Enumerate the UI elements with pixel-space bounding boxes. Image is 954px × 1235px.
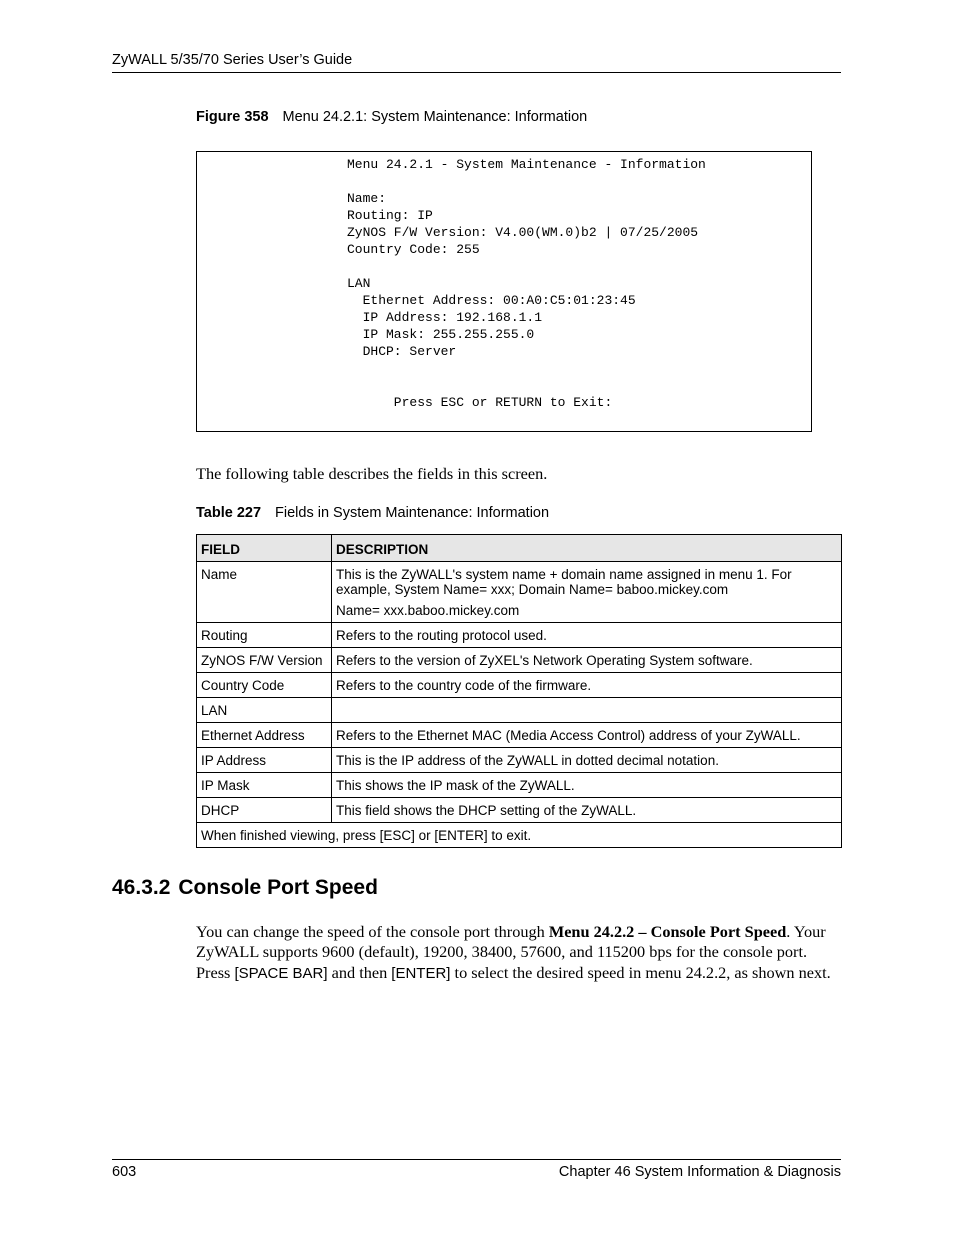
field-cell: LAN [197,698,332,723]
fields-table [196,534,842,848]
para-key-enter: [ENTER] [391,964,451,982]
table-row [197,623,842,648]
description-text: This shows the IP mask of the ZyWALL. [336,778,575,793]
header-field: FIELD [197,535,332,562]
field-cell: IP Mask [197,773,332,798]
table-row [197,748,842,773]
field-cell: DHCP [197,798,332,823]
header-description: DESCRIPTION [332,535,842,562]
table-row [197,698,842,723]
guide-title: ZyWALL 5/35/70 Series User’s Guide [112,52,353,68]
para-text-2: . Your ZyWALL supports 9600 (default), 19200, 38400, 57600, and 115200 bps for the console port. Press [196,922,826,982]
field-cell: Ethernet Address [197,723,332,748]
intro-paragraph: The following table describes the fields in this screen. [196,464,548,483]
description-text: This is the IP address of the ZyWALL in dotted decimal notation. [336,753,719,768]
section-number: 46.3.2 [112,876,171,899]
description-text: This field shows the DHCP setting of the ZyWALL. [336,803,637,818]
figure-label: Figure 358 [196,109,269,125]
description-cell [332,673,842,698]
field-cell: IP Address [197,748,332,773]
description-cell [332,562,842,623]
section-paragraph [196,922,842,984]
description-cell [332,648,842,673]
terminal-text: Menu 24.2.1 - System Maintenance - Information Name: Routing: IP ZyNOS F/W Version: V4.00(WM.0)b2 | 07/25/2005 Country Code: 255 LAN Ethernet Address: 00:A0:C5:01:23:45 IP Address: 192.168.1.1 IP Mask: 255.255.255.0 DHCP: Server Press ESC or RETURN to Exit: [347,157,706,410]
chapter-title: Chapter 46 System Information & Diagnosis [558,1164,841,1180]
description-cell [332,698,842,723]
table-caption [196,504,549,522]
para-menu-ref: Menu 24.2.2 – Console Port Speed [548,922,787,941]
field-cell: Name [197,562,332,623]
section-title: Console Port Speed [178,876,378,899]
description-cell [332,723,842,748]
description-cell [332,623,842,648]
running-header [112,51,841,73]
table-footer-row [197,823,842,848]
description-text: Refers to the Ethernet MAC (Media Access Control) address of your ZyWALL. [336,728,801,743]
table-row [197,648,842,673]
field-cell: ZyNOS F/W Version [197,648,332,673]
table-row [197,562,842,623]
description-text: This is the ZyWALL's system name + domain name assigned in menu 1. For example, System Name= xxx; Domain Name= baboo.mickey.com [336,567,792,597]
table-row [197,798,842,823]
description-cell [332,773,842,798]
description-cell [332,798,842,823]
page-number: 603 [112,1164,137,1180]
figure-caption [196,108,587,126]
running-footer [112,1159,841,1181]
field-cell: Routing [197,623,332,648]
description-text: Refers to the version of ZyXEL's Network Operating System software. [336,653,753,668]
para-key-space: [SPACE BAR] [234,964,328,982]
description-text: Name= xxx.baboo.mickey.com [336,603,520,618]
table-row [197,723,842,748]
description-text: Refers to the routing protocol used. [336,628,547,643]
para-text-1: You can change the speed of the console port through [196,922,549,941]
description-cell [332,748,842,773]
table-header-row [197,535,842,562]
figure-title: Menu 24.2.1: System Maintenance: Information [282,109,588,125]
field-cell: Country Code [197,673,332,698]
exit-instruction: When finished viewing, press [ESC] or [ENTER] to exit. [197,823,842,848]
description-text: Refers to the country code of the firmware. [336,678,592,693]
terminal-screen [196,151,812,432]
table-row [197,673,842,698]
table-body [197,562,842,848]
table-label: Table 227 [196,505,262,521]
para-text-4: to select the desired speed in menu 24.2.2, as shown next. [450,962,831,982]
table-row [197,773,842,798]
section-heading [112,875,378,901]
para-text-3: and then [327,962,392,982]
table-title: Fields in System Maintenance: Information [275,505,550,521]
